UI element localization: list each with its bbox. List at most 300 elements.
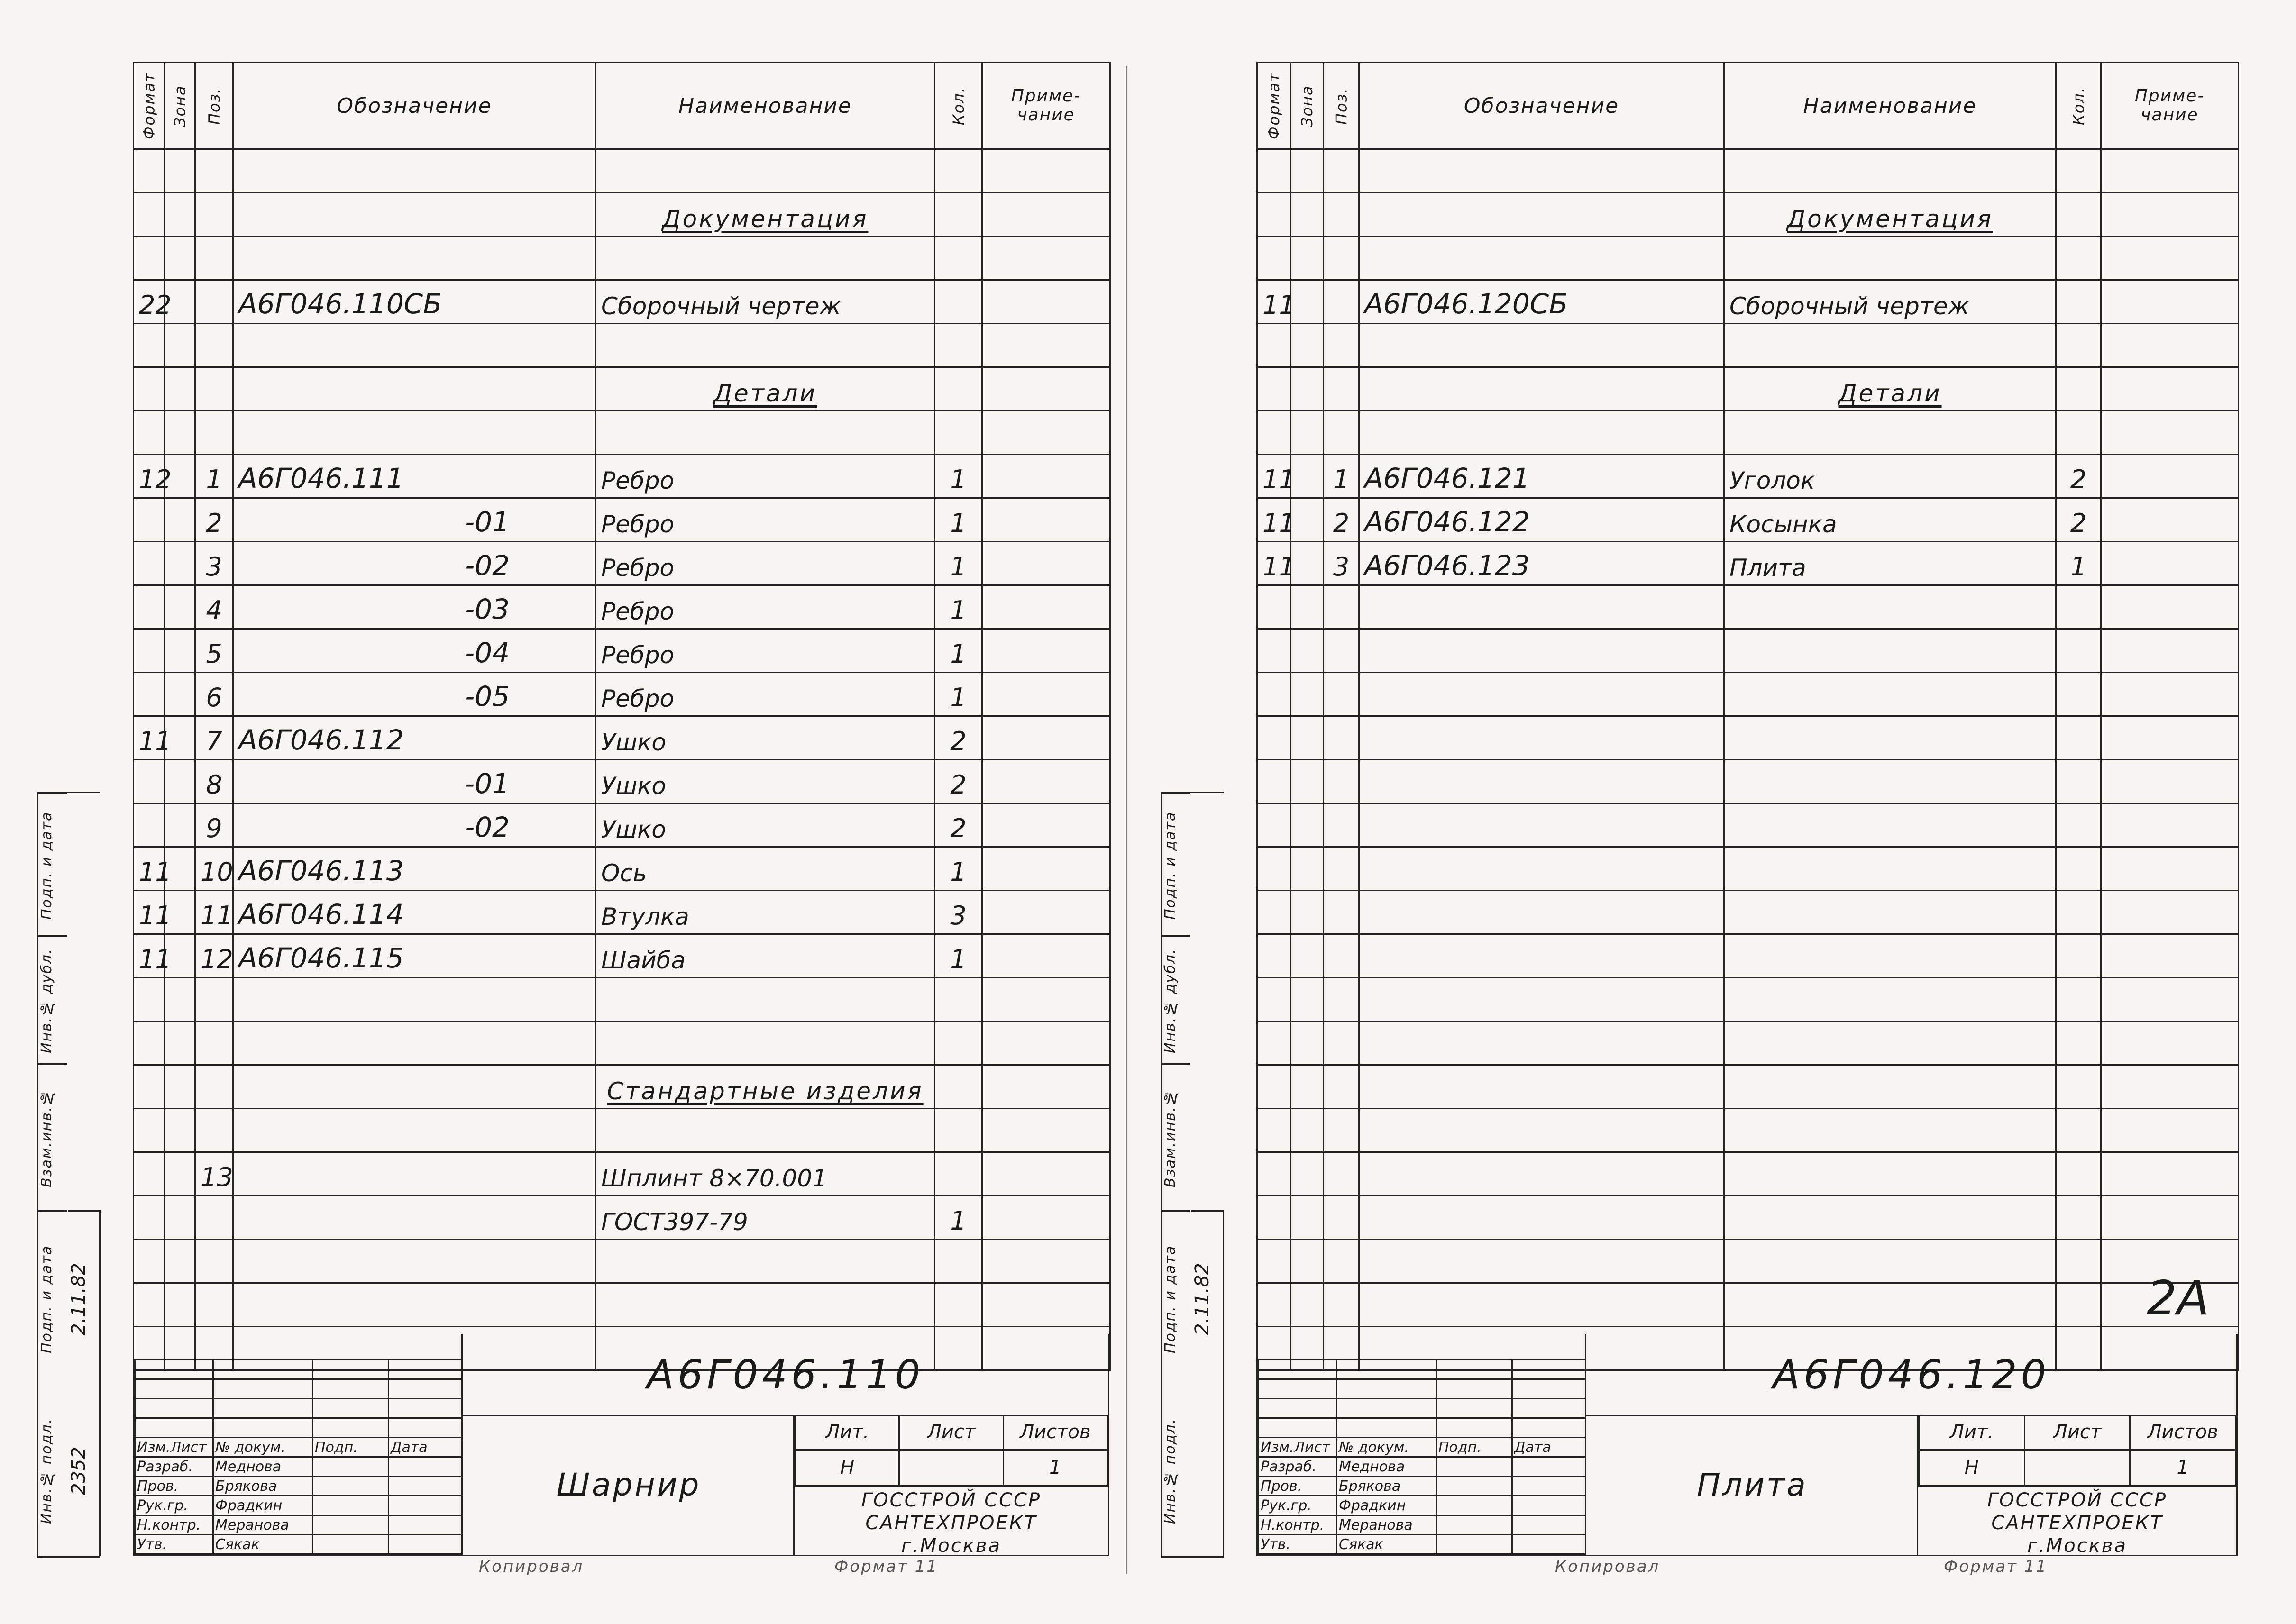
signature-grid-blank-row bbox=[1259, 1399, 1586, 1418]
cell-format bbox=[1257, 716, 1290, 760]
cell-zone bbox=[1290, 542, 1324, 585]
signature-grid-row bbox=[1259, 1438, 1586, 1457]
cell-name: Ребро bbox=[596, 455, 935, 498]
signature-grid-cell: Утв. bbox=[135, 1535, 213, 1554]
cell-note bbox=[982, 847, 1110, 891]
cell-format bbox=[1257, 237, 1290, 280]
cell-format: 22 bbox=[134, 280, 165, 324]
cell-name: Ушко bbox=[596, 803, 935, 847]
cell-note bbox=[2101, 1152, 2239, 1196]
cell-name: ГОСТ397-79 bbox=[596, 1196, 935, 1240]
table-row bbox=[1257, 673, 2239, 716]
footer-format-left: Формат 11 bbox=[834, 1557, 939, 1576]
cell-format: 11 bbox=[1257, 455, 1290, 498]
cell-zone bbox=[165, 803, 195, 847]
cell-name bbox=[1724, 673, 2056, 716]
cell-name bbox=[1724, 1065, 2056, 1109]
cell-name: Ребро bbox=[596, 673, 935, 716]
table-row bbox=[134, 324, 1110, 367]
cell-name: Шайба bbox=[596, 934, 935, 978]
cell-position bbox=[195, 411, 233, 455]
cell-designation: А6Г046.110СБ bbox=[233, 280, 596, 324]
cell-quantity bbox=[2056, 1109, 2101, 1152]
cell-name: Ребро bbox=[596, 542, 935, 585]
cell-zone bbox=[1290, 716, 1324, 760]
cell-name: Документация bbox=[596, 193, 935, 237]
cell-format: 11 bbox=[1257, 542, 1290, 585]
cell-quantity bbox=[935, 411, 982, 455]
org-line2-left: САНТЕХПРОЕКТ bbox=[865, 1512, 1037, 1534]
signature-grid-cell bbox=[389, 1535, 462, 1554]
org-line2-right: САНТЕХПРОЕКТ bbox=[1991, 1512, 2163, 1534]
cell-quantity bbox=[2056, 847, 2101, 891]
cell-format bbox=[1257, 585, 1290, 629]
cell-name bbox=[596, 149, 935, 193]
table-row bbox=[1257, 367, 2239, 411]
cell-position bbox=[195, 978, 233, 1022]
cell-note bbox=[982, 324, 1110, 367]
cell-name: Плита bbox=[1724, 542, 2056, 585]
signature-grid-blank-cell bbox=[313, 1399, 389, 1418]
cell-zone bbox=[165, 237, 195, 280]
organization-right bbox=[1917, 1486, 2236, 1555]
cell-note bbox=[2101, 934, 2239, 978]
cell-position: 4 bbox=[195, 585, 233, 629]
table-row bbox=[134, 1022, 1110, 1065]
signature-grid-left bbox=[134, 1359, 463, 1555]
cell-note bbox=[2101, 673, 2239, 716]
cell-name bbox=[1724, 324, 2056, 367]
sidebar-label-inv-original: Инв.№ подл. bbox=[38, 1418, 55, 1524]
title-block-signatures-left bbox=[134, 1334, 461, 1555]
cell-designation bbox=[1359, 760, 1724, 803]
signature-grid-blank-cell bbox=[1337, 1360, 1436, 1379]
cell-zone bbox=[1290, 237, 1324, 280]
cell-designation bbox=[1359, 1240, 1724, 1283]
signature-grid-cell: Н.контр. bbox=[135, 1515, 213, 1535]
cell-note bbox=[2101, 455, 2239, 498]
cell-format bbox=[1257, 1283, 1290, 1327]
signature-grid-cell bbox=[389, 1515, 462, 1535]
cell-position bbox=[1324, 1240, 1359, 1283]
signature-grid-cell bbox=[389, 1457, 462, 1477]
signature-grid-row bbox=[135, 1496, 462, 1515]
spec-sheet-left bbox=[38, 62, 1109, 1576]
signature-grid-cell: Н.контр. bbox=[1259, 1515, 1337, 1535]
table-row bbox=[134, 891, 1110, 934]
table-row bbox=[1257, 803, 2239, 847]
cell-position bbox=[1324, 760, 1359, 803]
cell-format: 11 bbox=[1257, 498, 1290, 542]
cell-zone bbox=[165, 1022, 195, 1065]
cell-designation bbox=[233, 149, 596, 193]
spec-body-right bbox=[1257, 149, 2239, 1370]
cell-quantity bbox=[2056, 673, 2101, 716]
sheet-info-right bbox=[1917, 1415, 2236, 1487]
cell-format bbox=[1257, 803, 1290, 847]
signature-grid-blank-cell bbox=[213, 1360, 313, 1379]
cell-zone bbox=[1290, 324, 1324, 367]
cell-position bbox=[195, 193, 233, 237]
cell-designation bbox=[233, 1283, 596, 1327]
cell-name bbox=[1724, 847, 2056, 891]
signature-grid-row bbox=[135, 1477, 462, 1496]
product-name-right: Плита bbox=[1585, 1415, 1918, 1555]
cell-name bbox=[596, 1240, 935, 1283]
cell-format bbox=[134, 237, 165, 280]
cell-zone bbox=[1290, 760, 1324, 803]
cell-quantity: 1 bbox=[935, 542, 982, 585]
cell-zone bbox=[1290, 934, 1324, 978]
table-row bbox=[134, 193, 1110, 237]
cell-format bbox=[134, 1022, 165, 1065]
cell-quantity bbox=[2056, 324, 2101, 367]
cell-position: 5 bbox=[195, 629, 233, 673]
table-row bbox=[1257, 1196, 2239, 1240]
cell-position bbox=[195, 1196, 233, 1240]
cell-name bbox=[596, 237, 935, 280]
cell-quantity bbox=[2056, 149, 2101, 193]
cell-designation bbox=[1359, 193, 1724, 237]
table-row bbox=[1257, 891, 2239, 934]
cell-designation: -01 bbox=[233, 760, 596, 803]
cell-note bbox=[2101, 803, 2239, 847]
col-designation-header: Обозначение bbox=[233, 63, 596, 149]
cell-position bbox=[1324, 978, 1359, 1022]
cell-name bbox=[1724, 934, 2056, 978]
org-line3-right: г.Москва bbox=[2027, 1535, 2127, 1557]
cell-format bbox=[1257, 324, 1290, 367]
cell-name bbox=[1724, 149, 2056, 193]
signature-grid-blank-cell bbox=[313, 1360, 389, 1379]
cell-position bbox=[195, 1240, 233, 1283]
cell-format bbox=[134, 1196, 165, 1240]
table-row bbox=[1257, 280, 2239, 324]
table-row bbox=[1257, 716, 2239, 760]
cell-designation bbox=[1359, 1152, 1724, 1196]
col-format-header: Формат bbox=[134, 63, 165, 149]
cell-format bbox=[134, 585, 165, 629]
cell-zone bbox=[165, 367, 195, 411]
cell-format bbox=[1257, 1196, 1290, 1240]
spec-sheet-right bbox=[1162, 62, 2238, 1576]
cell-position: 7 bbox=[195, 716, 233, 760]
cell-name bbox=[1724, 585, 2056, 629]
cell-zone bbox=[165, 585, 195, 629]
cell-note bbox=[982, 280, 1110, 324]
signature-grid-blank-cell bbox=[1337, 1418, 1436, 1438]
col-pos-header: Поз. bbox=[195, 63, 233, 149]
cell-position bbox=[1324, 280, 1359, 324]
cell-designation: -03 bbox=[233, 585, 596, 629]
cell-position bbox=[1324, 629, 1359, 673]
spec-table-left bbox=[133, 62, 1111, 1371]
cell-name bbox=[1724, 978, 2056, 1022]
signature-grid-blank-cell bbox=[1512, 1379, 1586, 1399]
signature-grid-cell: Изм.Лист bbox=[1259, 1438, 1337, 1457]
cell-name: Ребро bbox=[596, 629, 935, 673]
cell-zone bbox=[165, 673, 195, 716]
table-row bbox=[1257, 934, 2239, 978]
cell-zone bbox=[1290, 803, 1324, 847]
drawing-code-right: А6Г046.120 bbox=[1585, 1334, 2236, 1416]
sidebar-label-sign-date: Подп. и дата bbox=[38, 1210, 67, 1387]
cell-position bbox=[1324, 673, 1359, 716]
title-block-left bbox=[133, 1334, 1109, 1556]
cell-note bbox=[2101, 411, 2239, 455]
sheets-value-right: 1 bbox=[2130, 1450, 2236, 1486]
org-line1-left: ГОССТРОЙ СССР bbox=[861, 1489, 1042, 1511]
sheet-value-right bbox=[2024, 1450, 2130, 1486]
table-row bbox=[134, 585, 1110, 629]
cell-designation bbox=[1359, 1196, 1724, 1240]
cell-designation bbox=[233, 1196, 596, 1240]
cell-quantity: 1 bbox=[935, 585, 982, 629]
table-row bbox=[134, 367, 1110, 411]
cell-quantity bbox=[935, 978, 982, 1022]
cell-note bbox=[982, 1240, 1110, 1283]
cell-format bbox=[134, 1109, 165, 1152]
cell-quantity bbox=[935, 1065, 982, 1109]
signature-grid-blank-cell bbox=[1436, 1418, 1512, 1438]
cell-quantity bbox=[935, 324, 982, 367]
signature-grid-blank-cell bbox=[1436, 1360, 1512, 1379]
sidebar-label-dubl-inv: Инв.№ дубл. bbox=[1162, 935, 1190, 1065]
cell-quantity: 2 bbox=[2056, 498, 2101, 542]
cell-format bbox=[134, 629, 165, 673]
table-row bbox=[134, 803, 1110, 847]
cell-format bbox=[1257, 847, 1290, 891]
cell-zone bbox=[1290, 585, 1324, 629]
signature-grid-cell: Брякова bbox=[1337, 1477, 1436, 1496]
cell-name bbox=[1724, 716, 2056, 760]
sheets-value-left: 1 bbox=[1003, 1450, 1107, 1486]
cell-name: Ушко bbox=[596, 716, 935, 760]
cell-zone bbox=[1290, 149, 1324, 193]
cell-position bbox=[1324, 193, 1359, 237]
cell-quantity bbox=[2056, 367, 2101, 411]
cell-format bbox=[134, 1152, 165, 1196]
cell-designation bbox=[233, 1152, 596, 1196]
cell-quantity bbox=[2056, 1240, 2101, 1283]
signature-grid-cell: Утв. bbox=[1259, 1535, 1337, 1554]
signature-grid-blank-cell bbox=[389, 1360, 462, 1379]
col-designation-header: Обозначение bbox=[1359, 63, 1724, 149]
signature-grid-blank-cell bbox=[1337, 1399, 1436, 1418]
cell-position bbox=[195, 324, 233, 367]
signature-grid-blank-cell bbox=[1259, 1399, 1337, 1418]
cell-note bbox=[2101, 324, 2239, 367]
signature-grid-cell: Подп. bbox=[1436, 1438, 1512, 1457]
cell-designation bbox=[233, 1240, 596, 1283]
cell-note bbox=[2101, 1022, 2239, 1065]
cell-note bbox=[982, 1283, 1110, 1327]
cell-designation: -05 bbox=[233, 673, 596, 716]
cell-format: 11 bbox=[1257, 280, 1290, 324]
table-row bbox=[134, 280, 1110, 324]
sidebar-label-dubl-inv: Инв.№ дубл. bbox=[38, 935, 67, 1065]
table-row bbox=[134, 542, 1110, 585]
cell-zone bbox=[165, 1240, 195, 1283]
sidebar-sign-date-value: 2.11.82 bbox=[1191, 1210, 1224, 1387]
cell-note bbox=[2101, 760, 2239, 803]
signature-grid-row bbox=[135, 1535, 462, 1554]
cell-format bbox=[1257, 367, 1290, 411]
signature-grid-cell: Меднова bbox=[1337, 1457, 1436, 1477]
cell-name: Документация bbox=[1724, 193, 2056, 237]
cell-position bbox=[1324, 1109, 1359, 1152]
cell-designation: -02 bbox=[233, 542, 596, 585]
cell-name bbox=[596, 1109, 935, 1152]
cell-zone bbox=[1290, 280, 1324, 324]
sheets-label-right: Листов bbox=[2130, 1415, 2236, 1450]
cell-quantity bbox=[935, 1022, 982, 1065]
signature-grid-cell: Пров. bbox=[135, 1477, 213, 1496]
cell-zone bbox=[1290, 673, 1324, 716]
signature-grid-row bbox=[1259, 1477, 1586, 1496]
cell-note bbox=[2101, 585, 2239, 629]
cell-position bbox=[1324, 803, 1359, 847]
cell-note bbox=[2101, 280, 2239, 324]
cell-position bbox=[195, 1022, 233, 1065]
table-row bbox=[1257, 1109, 2239, 1152]
cell-zone bbox=[165, 1196, 195, 1240]
cell-note bbox=[982, 411, 1110, 455]
cell-quantity bbox=[2056, 760, 2101, 803]
cell-format bbox=[134, 978, 165, 1022]
signature-grid-cell: Изм.Лист bbox=[135, 1438, 213, 1457]
cell-format bbox=[1257, 1022, 1290, 1065]
cell-quantity bbox=[935, 1152, 982, 1196]
cell-designation: А6Г046.113 bbox=[233, 847, 596, 891]
cell-designation bbox=[1359, 1022, 1724, 1065]
signature-grid-blank-cell bbox=[389, 1379, 462, 1399]
signature-grid-cell bbox=[313, 1496, 389, 1515]
lit-value-right: Н bbox=[1919, 1450, 2025, 1486]
cell-designation: А6Г046.121 bbox=[1359, 455, 1724, 498]
cell-quantity: 1 bbox=[935, 847, 982, 891]
signature-grid-cell bbox=[1436, 1457, 1512, 1477]
table-row bbox=[134, 716, 1110, 760]
signature-grid-blank-cell bbox=[1337, 1379, 1436, 1399]
drawing-code-left: А6Г046.110 bbox=[461, 1334, 1108, 1416]
table-row bbox=[1257, 847, 2239, 891]
table-row bbox=[134, 673, 1110, 716]
cell-name bbox=[1724, 1109, 2056, 1152]
cell-format bbox=[134, 673, 165, 716]
col-name-header: Наименование bbox=[1724, 63, 2056, 149]
cell-zone bbox=[165, 1283, 195, 1327]
signature-grid-blank-cell bbox=[1436, 1379, 1512, 1399]
footer-copied-left: Копировал bbox=[479, 1557, 584, 1576]
cell-position: 1 bbox=[195, 455, 233, 498]
table-row bbox=[134, 1152, 1110, 1196]
cell-zone bbox=[165, 149, 195, 193]
cell-format bbox=[1257, 1065, 1290, 1109]
signature-grid-cell bbox=[1436, 1496, 1512, 1515]
cell-note bbox=[982, 716, 1110, 760]
cell-name: Ушко bbox=[596, 760, 935, 803]
cell-quantity bbox=[2056, 280, 2101, 324]
cell-note bbox=[2101, 1109, 2239, 1152]
cell-quantity: 1 bbox=[2056, 542, 2101, 585]
sidebar-label-dubl-sign: Подп. и дата bbox=[1162, 793, 1190, 937]
table-row bbox=[1257, 1065, 2239, 1109]
lit-label-right: Лит. bbox=[1919, 1415, 2025, 1450]
cell-format bbox=[1257, 1109, 1290, 1152]
sheets-label-left: Листов bbox=[1003, 1415, 1107, 1450]
cell-note bbox=[2101, 193, 2239, 237]
cell-designation bbox=[233, 324, 596, 367]
cell-name bbox=[1724, 891, 2056, 934]
cell-position: 8 bbox=[195, 760, 233, 803]
cell-zone bbox=[165, 324, 195, 367]
cell-note bbox=[982, 149, 1110, 193]
signature-grid-cell: Меранова bbox=[1337, 1515, 1436, 1535]
table-row bbox=[134, 934, 1110, 978]
signature-grid-cell bbox=[1512, 1496, 1586, 1515]
signature-grid-cell: Разраб. bbox=[135, 1457, 213, 1477]
signature-grid-blank-cell bbox=[389, 1399, 462, 1418]
cell-position bbox=[1324, 1152, 1359, 1196]
cell-note bbox=[982, 934, 1110, 978]
cell-quantity: 1 bbox=[935, 1196, 982, 1240]
cell-zone bbox=[1290, 1196, 1324, 1240]
cell-name bbox=[596, 978, 935, 1022]
table-row bbox=[1257, 149, 2239, 193]
cell-note bbox=[982, 585, 1110, 629]
table-row bbox=[134, 1283, 1110, 1327]
cell-designation: А6Г046.120СБ bbox=[1359, 280, 1724, 324]
signature-grid-cell: Меднова bbox=[213, 1457, 313, 1477]
cell-zone bbox=[165, 498, 195, 542]
cell-quantity bbox=[2056, 1283, 2101, 1327]
sheet-label-left: Лист bbox=[899, 1415, 1003, 1450]
cell-format bbox=[134, 498, 165, 542]
cell-quantity bbox=[2056, 411, 2101, 455]
table-row bbox=[134, 847, 1110, 891]
cell-format bbox=[1257, 629, 1290, 673]
cell-position: 11 bbox=[195, 891, 233, 934]
cell-position: 2 bbox=[195, 498, 233, 542]
table-row bbox=[1257, 585, 2239, 629]
signature-grid-cell: Дата bbox=[1512, 1438, 1586, 1457]
lit-value-left: Н bbox=[796, 1450, 899, 1486]
cell-format bbox=[134, 324, 165, 367]
cell-quantity bbox=[935, 1283, 982, 1327]
cell-position bbox=[1324, 934, 1359, 978]
signature-grid-blank-cell bbox=[1259, 1379, 1337, 1399]
cell-note bbox=[982, 1109, 1110, 1152]
cell-position: 12 bbox=[195, 934, 233, 978]
table-row bbox=[134, 978, 1110, 1022]
cell-name bbox=[1724, 1196, 2056, 1240]
org-line1-right: ГОССТРОЙ СССР bbox=[1987, 1489, 2168, 1511]
cell-format bbox=[134, 193, 165, 237]
cell-quantity bbox=[2056, 237, 2101, 280]
table-row bbox=[1257, 193, 2239, 237]
signature-grid-blank-cell bbox=[135, 1399, 213, 1418]
table-row bbox=[1257, 542, 2239, 585]
cell-designation bbox=[233, 978, 596, 1022]
cell-format bbox=[134, 1065, 165, 1109]
cell-position bbox=[1324, 367, 1359, 411]
cell-position: 10 bbox=[195, 847, 233, 891]
signature-grid-blank-row bbox=[1259, 1360, 1586, 1379]
cell-zone bbox=[1290, 455, 1324, 498]
footer-copied-right: Копировал bbox=[1555, 1557, 1660, 1576]
cell-note bbox=[982, 498, 1110, 542]
